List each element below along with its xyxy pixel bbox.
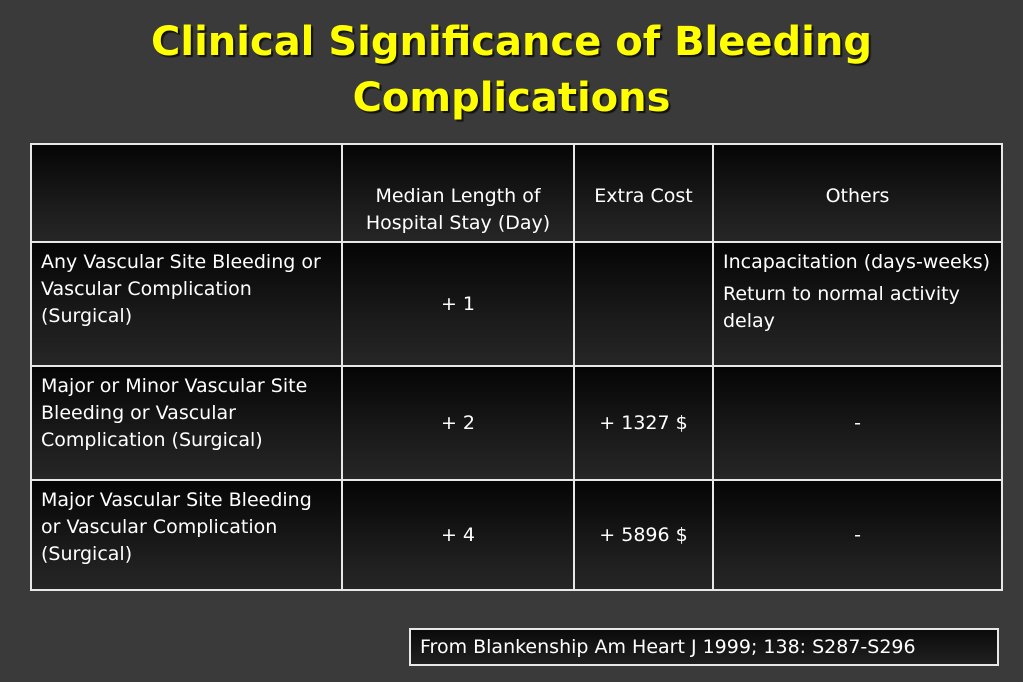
slide-title — [0, 14, 1023, 126]
row-extra-cost: + 1327 $ — [574, 366, 713, 480]
row-median-stay: + 4 — [342, 480, 574, 590]
row-label: Major or Minor Vascular Site Bleeding or Vascular Complication (Surgical) — [31, 366, 342, 480]
header-corner-cell — [31, 144, 342, 242]
table-row — [31, 366, 1002, 480]
slide-title-line-1: Clinical Significance of Bleeding — [151, 19, 872, 65]
row-others: - — [713, 480, 1002, 590]
row-others — [713, 242, 1002, 366]
header-others: Others — [713, 144, 1002, 242]
row-extra-cost: + 5896 $ — [574, 480, 713, 590]
row-median-stay: + 1 — [342, 242, 574, 366]
row-extra-cost — [574, 242, 713, 366]
table-header-row — [31, 144, 1002, 242]
table-row — [31, 480, 1002, 590]
header-extra-cost: Extra Cost — [574, 144, 713, 242]
row-others: - — [713, 366, 1002, 480]
bleeding-complications-table — [30, 143, 1003, 591]
source-citation: From Blankenship Am Heart J 1999; 138: S287-S296 — [409, 628, 999, 666]
table-row — [31, 242, 1002, 366]
row-others-item: Return to normal activity delay — [723, 283, 960, 332]
slide-title-line-2: Complications — [352, 75, 671, 121]
header-median-stay: Median Length of Hospital Stay (Day) — [342, 144, 574, 242]
row-label: Major Vascular Site Bleeding or Vascular Complication (Surgical) — [31, 480, 342, 590]
row-others-item: Incapacitation (days-weeks) — [723, 251, 991, 273]
row-label: Any Vascular Site Bleeding or Vascular Complication (Surgical) — [31, 242, 342, 366]
row-median-stay: + 2 — [342, 366, 574, 480]
